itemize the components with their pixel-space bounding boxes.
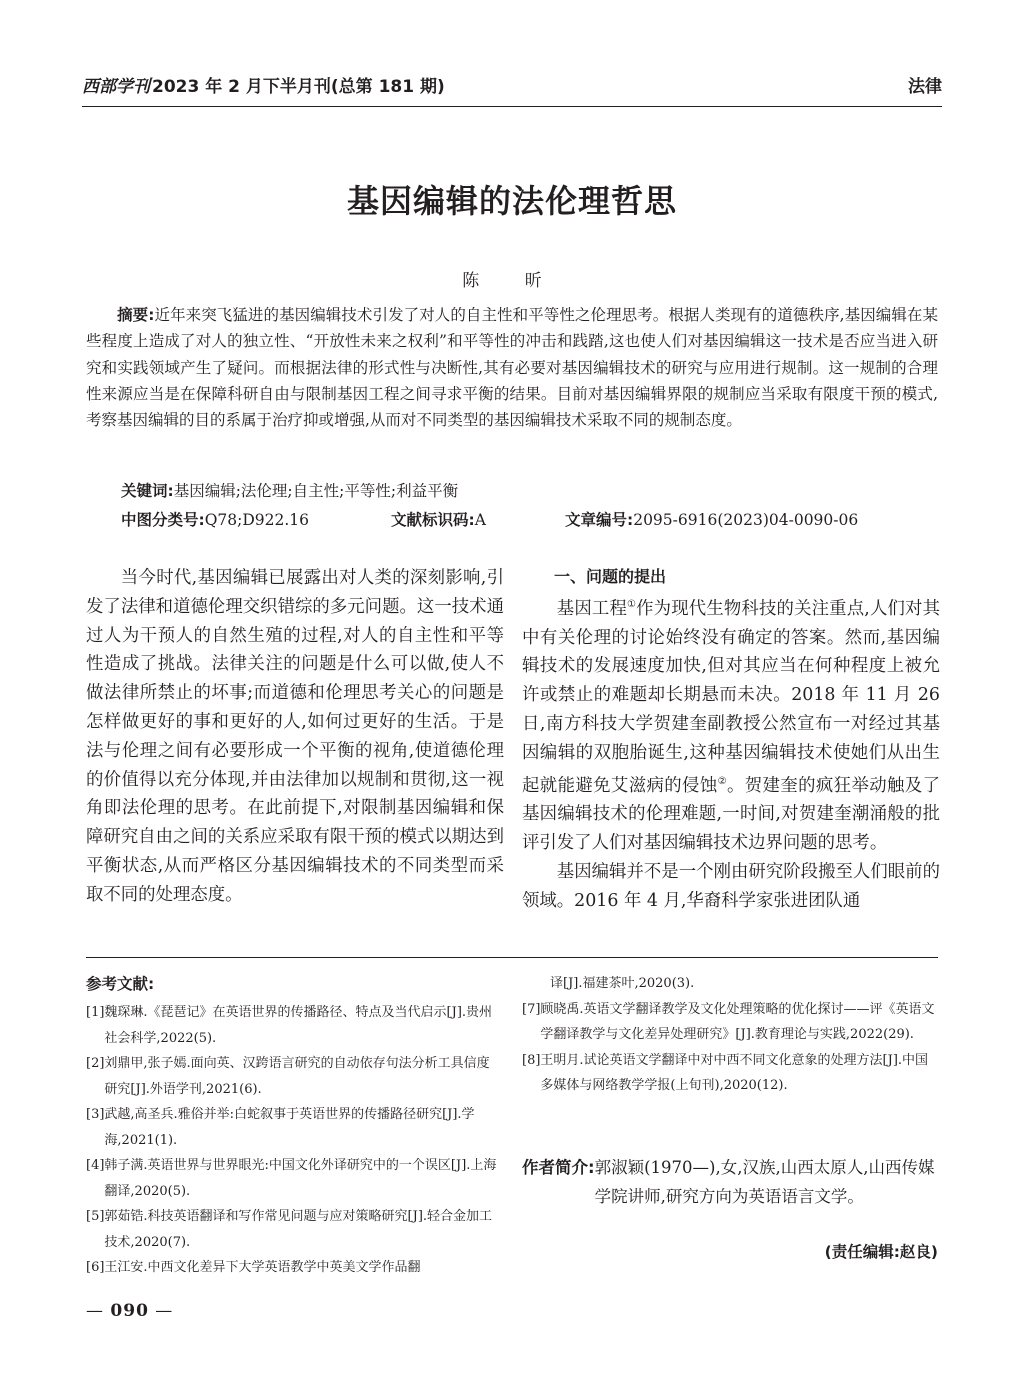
references-left xyxy=(86,1000,500,1281)
responsible-editor: (责任编辑:赵良) xyxy=(824,1243,938,1261)
reference-number: [1] xyxy=(86,1005,105,1020)
author-bio xyxy=(522,1154,938,1211)
reference-text: 郭茹锆.科技英语翻译和写作常见问题与应对策略研究[J].轻合金加工技术,2020(7). xyxy=(104,1209,493,1250)
journal-issue xyxy=(82,72,445,97)
reference-text: 译[J].福建茶叶,2020(3). xyxy=(550,976,695,991)
body-left-column xyxy=(86,564,504,910)
reference-continuation xyxy=(522,971,938,997)
reference-number: [5] xyxy=(86,1209,105,1224)
reference-item xyxy=(86,1000,500,1051)
page-number: 090 xyxy=(110,1301,149,1321)
body-paragraph-1 xyxy=(522,591,940,858)
references-title: 参考文献: xyxy=(86,975,155,993)
abstract xyxy=(86,302,938,433)
reference-text: 韩子满.英语世界与世界眼光:中国文化外译研究中的一个误区[J].上海翻译,2020(5). xyxy=(104,1158,497,1199)
reference-item xyxy=(522,1048,938,1099)
p1-part-c: 。贺建奎的疯狂举动触及了基因编辑技术的伦理难题,一时间,对贺建奎潮涌般的批评引发了人们对基因编辑技术边界问题的思考。 xyxy=(522,775,940,853)
abstract-text: 近年来突飞猛进的基因编辑技术引发了对人的自主性和平等性之伦理思考。根据人类现有的道德秩序,基因编辑在某些程度上造成了对人的独立性、“开放性未来之权利”和平等性的冲击和践踏,这也使人们对基因编辑这一技术是否应当进入研究和实践领域产生了疑问。而根据法律的形式性与决断性,其有必要对基因编辑技术的研究与应用进行规制。这一规制的合理性来源应当是在保障科研自由与限制基因工程之间寻求平衡的结果。目前对基因编辑界限的规制应当采取有限度干预的模式,考察基因编辑的目的系属于治疗抑或增强,从而对不同类型的基因编辑技术采取不同的规制态度。 xyxy=(86,306,938,430)
reference-text: 王明月.试论英语文学翻译中对中西不同文化意象的处理方法[J].中国多媒体与网络教学学报(上旬刊),2020(12). xyxy=(540,1052,929,1093)
author-bio-text: 郭淑颖(1970—),女,汉族,山西太原人,山西传媒学院讲师,研究方向为英语语言文学。 xyxy=(594,1158,935,1206)
reference-item xyxy=(86,1255,500,1281)
reference-text: 王江安.中西文化差异下大学英语教学中英美文学作品翻 xyxy=(104,1260,421,1275)
clc-label: 中图分类号: xyxy=(121,511,205,529)
doc-label: 文献标识码: xyxy=(391,511,475,529)
reference-text: 魏琛琳.《琵琶记》在英语世界的传播路径、特点及当代启示[J].贵州社会科学,2022(5). xyxy=(104,1005,493,1046)
doc-value: A xyxy=(474,511,486,529)
reference-text: 刘鼎甲,张子嫣.面向英、汉跨语言研究的自动依存句法分析工具信度研究[J].外语学刊,2021(6). xyxy=(104,1056,490,1097)
journal-logo: 西部学刊 xyxy=(82,77,150,97)
p1-part-a: 基因工程 xyxy=(556,598,627,619)
reference-item xyxy=(86,1204,500,1255)
keywords-label: 关键词: xyxy=(121,482,174,500)
references-divider xyxy=(86,957,938,958)
issue-info: 2023 年 2 月下半月刊(总第 181 期) xyxy=(152,77,445,97)
keywords-text: 基因编辑;法伦理;自主性;平等性;利益平衡 xyxy=(173,482,459,500)
footnote-marker-1: ① xyxy=(627,599,637,610)
clc-code xyxy=(121,508,309,530)
reference-number: [8] xyxy=(522,1052,541,1068)
article-no-label: 文章编号: xyxy=(565,511,634,529)
page-number-footer xyxy=(86,1301,173,1321)
body-right-column xyxy=(522,563,940,915)
references-right xyxy=(522,971,938,1099)
intro-paragraph: 当今时代,基因编辑已展露出对人类的深刻影响,引发了法律和道德伦理交织错综的多元问题。这一技术通过人为干预人的自然生殖的过程,对人的自主性和平等性造成了挑战。法律关注的问题是什么可以做,使人不做法律所禁止的坏事;而道德和伦理思考关心的问题是怎样做更好的事和更好的人,如何过更好的生活。于是法与伦理之间有必要形成一个平衡的视角,使道德伦理的价值得以充分体现,并由法律加以规制和贯彻,这一视角即法伦理的思考。在此前提下,对限制基因编辑和保障研究自由之间的关系应采取有限干预的模式以期达到平衡状态,从而严格区分基因编辑技术的不同类型而采取不同的处理态度。 xyxy=(86,568,504,905)
section-heading: 一、问题的提出 xyxy=(554,567,667,586)
article-author: 陈 昕 xyxy=(462,271,562,291)
reference-item xyxy=(522,997,938,1048)
reference-item xyxy=(86,1051,500,1102)
body-paragraph-2: 基因编辑并不是一个刚由研究阶段搬至人们眼前的领域。2016 年 4 月,华裔科学家张进团队通 xyxy=(522,861,940,911)
author-bio-label: 作者简介: xyxy=(522,1158,595,1177)
dash-right-icon: — xyxy=(148,1301,174,1321)
reference-text: 武越,高圣兵.雅俗并举:白蛇叙事于英语世界的传播路径研究[J].学海,2021(1). xyxy=(104,1107,475,1148)
reference-number: [6] xyxy=(86,1260,105,1275)
reference-number: [3] xyxy=(86,1107,105,1122)
document-code xyxy=(391,508,486,530)
reference-number: [2] xyxy=(86,1056,105,1071)
reference-item xyxy=(86,1102,500,1153)
article-title: 基因编辑的法伦理哲思 xyxy=(346,182,677,220)
clc-value: Q78;D922.16 xyxy=(204,511,310,529)
p1-part-b: 作为现代生物科技的关注重点,人们对其中有关伦理的讨论始终没有确定的答案。然而,基因编辑技术的发展速度加快,但对其应当在何种程度上被允许或禁止的难题却长期悬而未决。2018 年 11 月 26 日,南方科技大学贺建奎副教授公然宣布一对经过其基因编辑的双胞胎诞生,这种基因编辑技术使她们从出生起就能避免艾滋病的侵蚀 xyxy=(522,598,940,796)
footnote-marker-2: ② xyxy=(717,775,727,787)
dash-left-icon: — xyxy=(86,1301,111,1321)
abstract-label: 摘要: xyxy=(117,306,155,324)
article-number xyxy=(565,508,858,530)
keywords xyxy=(121,479,458,501)
section-name: 法律 xyxy=(908,77,942,97)
reference-item xyxy=(86,1153,500,1204)
reference-number: [7] xyxy=(522,1001,541,1017)
reference-number: [4] xyxy=(86,1158,105,1173)
article-no-value: 2095-6916(2023)04-0090-06 xyxy=(633,511,859,529)
running-header xyxy=(82,66,942,107)
reference-text: 顾晓禹.英语文学翻译教学及文化处理策略的优化探讨——评《英语文学翻译教学与文化差异处理研究》[J].教育理论与实践,2022(29). xyxy=(540,1001,935,1042)
